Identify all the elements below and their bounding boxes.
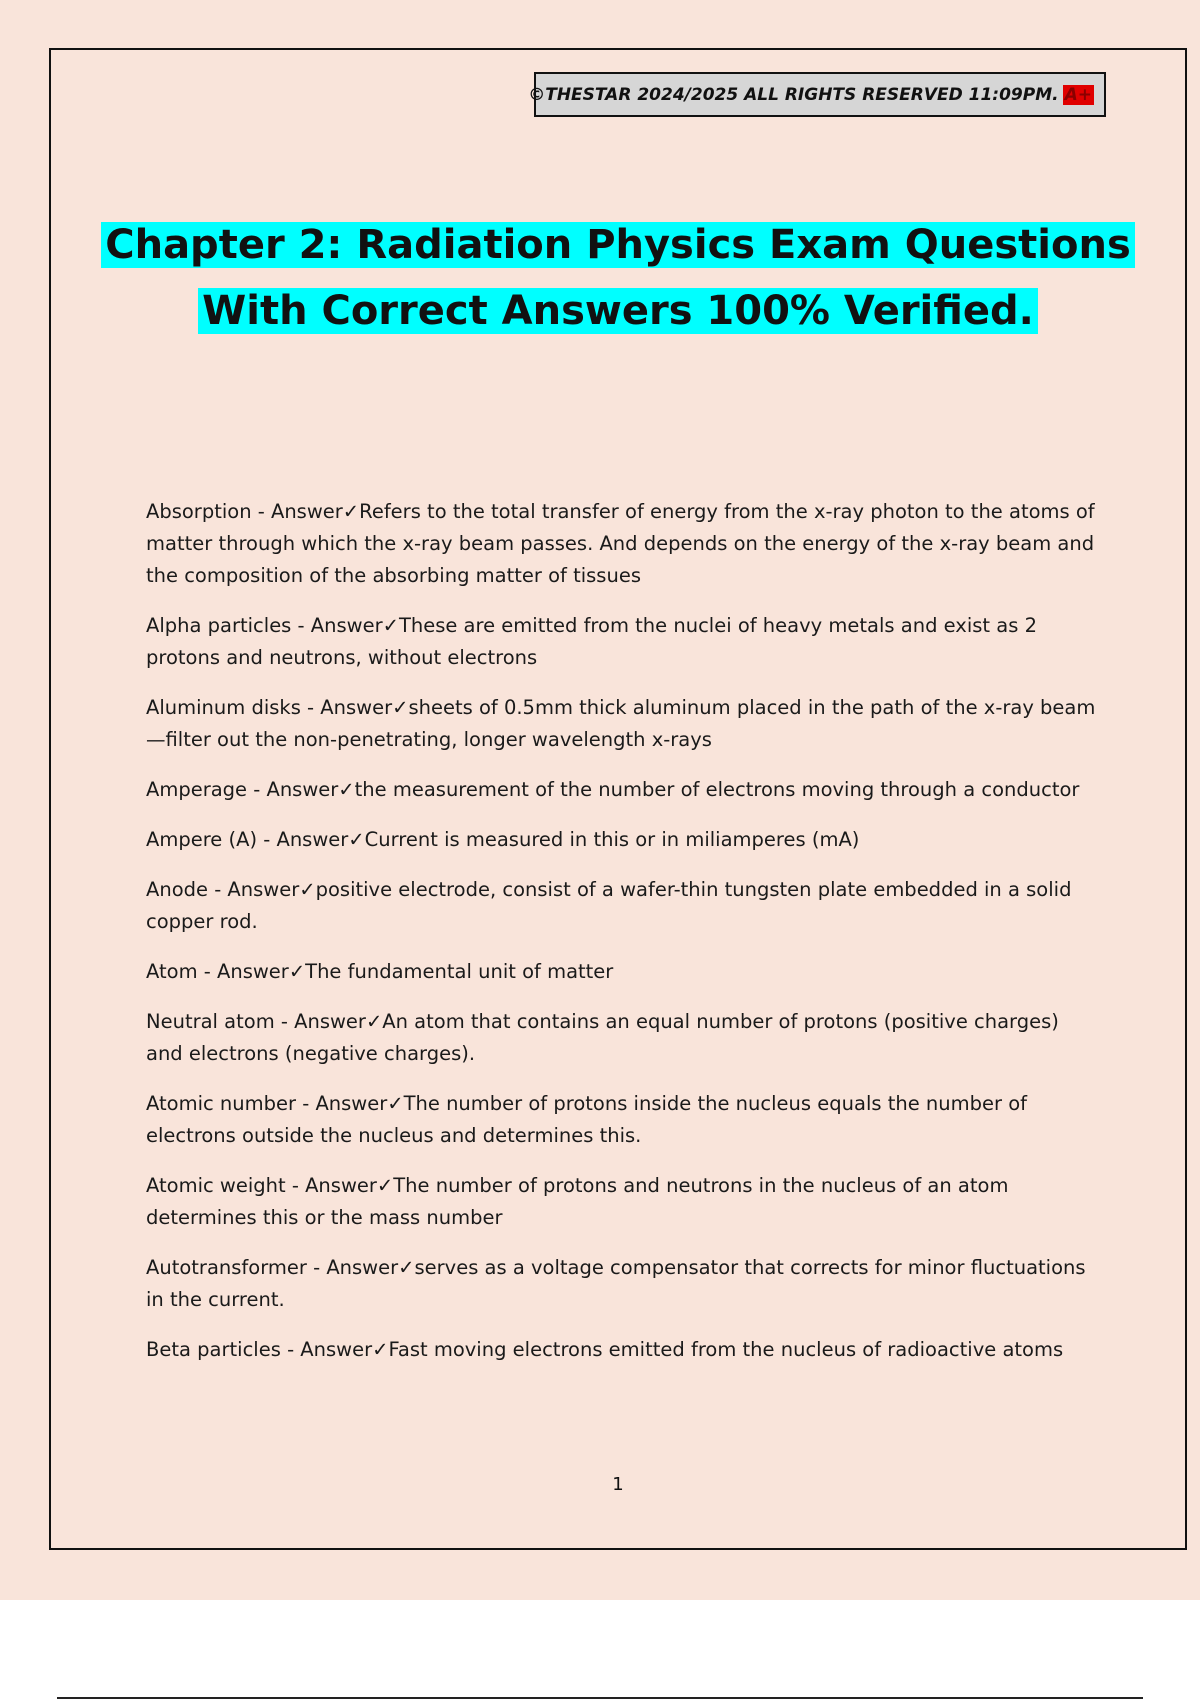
qa-entry: Atom - Answer✓The fundamental unit of matter: [146, 960, 614, 983]
qa-entry: Beta particles - Answer✓Fast moving electrons emitted from the nucleus of radioactive atoms: [146, 1338, 1064, 1361]
qa-entry: Alpha particles - Answer✓These are emitted from the nuclei of heavy metals and exist as 2 protons and neutrons, without electrons: [146, 614, 1037, 669]
qa-entry: Absorption - Answer✓Refers to the total transfer of energy from the x-ray photon to the atoms of matter through which the x-ray beam passes. And depends on the energy of the x-ray beam and the composition of the absorbing matter of tissues: [146, 500, 1095, 587]
title-line-2: With Correct Answers 100% Verified.: [198, 288, 1038, 334]
copyright-banner: [528, 72, 1106, 117]
page-number: 1: [612, 1474, 624, 1495]
qa-entry: Autotransformer - Answer✓serves as a voltage compensator that corrects for minor fluctuations in the current.: [146, 1256, 1086, 1311]
qa-entry: Neutral atom - Answer✓An atom that contains an equal number of protons (positive charges) and electrons (negative charges).: [146, 1010, 1059, 1065]
qa-entry: Amperage - Answer✓the measurement of the number of electrons moving through a conductor: [146, 778, 1080, 801]
qa-list: [146, 496, 1096, 1384]
qa-entry: Aluminum disks - Answer✓sheets of 0.5mm thick aluminum placed in the path of the x-ray beam—filter out the non-penetrating, longer wavelength x-rays: [146, 696, 1096, 751]
footer-divider: [57, 1697, 1143, 1699]
qa-entry: Atomic number - Answer✓The number of protons inside the nucleus equals the number of electrons outside the nucleus and determines this.: [146, 1092, 1028, 1147]
qa-entry: Anode - Answer✓positive electrode, consist of a wafer-thin tungsten plate embedded in a solid copper rod.: [146, 878, 1072, 933]
qa-entry: Ampere (A) - Answer✓Current is measured in this or in miliamperes (mA): [146, 828, 860, 851]
grade-badge: A+: [1064, 84, 1092, 105]
title-line-1: Chapter 2: Radiation Physics Exam Questions: [101, 222, 1135, 268]
copyright-text: ©THESTAR 2024/2025 ALL RIGHTS RESERVED 11:09PM.: [528, 84, 1059, 105]
qa-entry: Atomic weight - Answer✓The number of protons and neutrons in the nucleus of an atom determines this or the mass number: [146, 1174, 1009, 1229]
document-title: [60, 212, 1176, 344]
